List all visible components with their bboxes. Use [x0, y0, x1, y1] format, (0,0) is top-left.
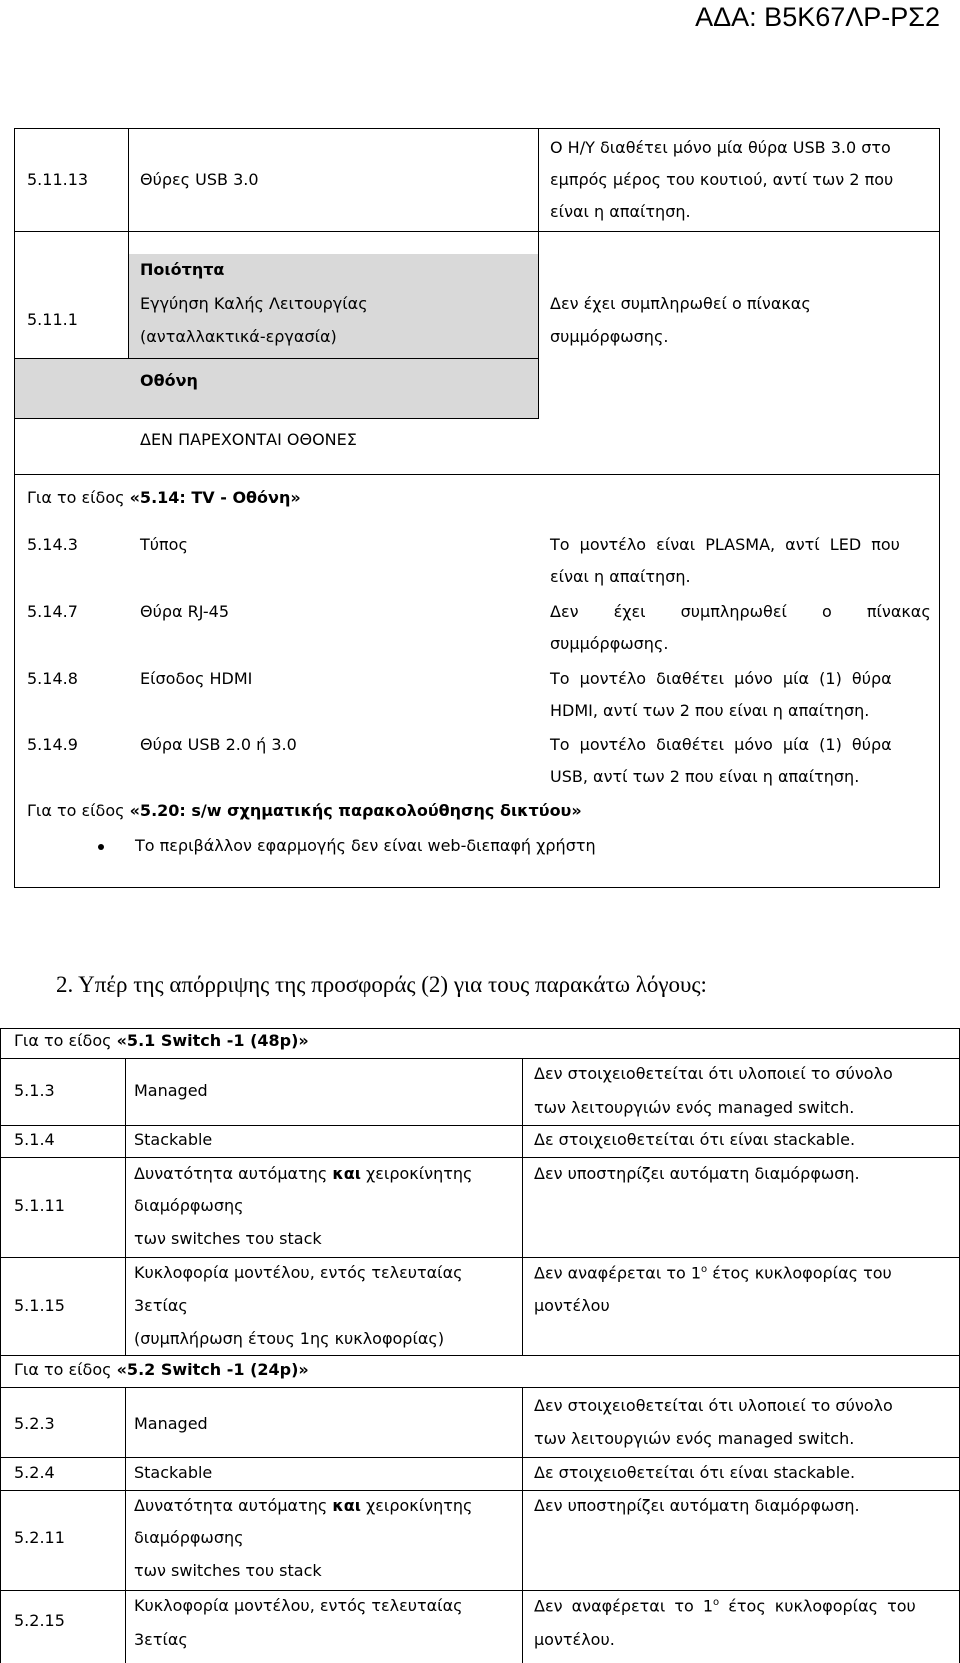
- item-line: [134, 1166, 472, 1182]
- note-line: Δεν στοιχειοθετείται ότι υλοποιεί το σύνολο: [534, 1064, 893, 1083]
- note-line: συμμόρφωσης.: [550, 327, 669, 346]
- code: 5.14.7: [27, 602, 78, 621]
- note-post: έτος κυκλοφορίας του: [707, 1263, 892, 1283]
- note-line: Δε στοιχειοθετείται ότι είναι stackable.: [534, 1130, 856, 1149]
- note-line: Δεν έχει συμπληρωθεί ο πίνακας: [550, 294, 811, 313]
- title-bold: «5.1 Switch -1 (48p)»: [116, 1031, 309, 1050]
- title-bold: «5.2 Switch -1 (24p)»: [116, 1360, 309, 1379]
- note-line: USB, αντί των 2 που είναι η απαίτηση.: [550, 767, 860, 786]
- note-line: των λειτουργιών ενός managed switch.: [534, 1098, 855, 1117]
- note-line: [534, 1265, 892, 1281]
- note-line: Το μοντέλο διαθέτει μόνο μία (1) θύρα: [550, 669, 892, 688]
- code: 5.14.8: [27, 669, 78, 688]
- note-line: HDMI, αντί των 2 που είναι η απαίτηση.: [550, 701, 870, 720]
- note-pre: Δεν αναφέρεται το 1: [534, 1263, 702, 1283]
- item: Stackable: [134, 1463, 213, 1482]
- item-line: 3ετίας: [134, 1296, 188, 1315]
- title-prefix: Για το είδος: [27, 801, 130, 820]
- note-line: είναι η απαίτηση.: [550, 567, 691, 586]
- screen-cell-bg: [15, 358, 538, 418]
- ada-code: ΑΔΑ: Β5Κ67ΛΡ-ΡΣ2: [695, 2, 940, 32]
- code: 5.2.3: [14, 1414, 55, 1433]
- item: Είσοδος HDMI: [140, 669, 253, 688]
- note-line: συμμόρφωσης.: [550, 634, 669, 653]
- code-5-11-13: 5.11.13: [27, 170, 89, 189]
- code: 5.1.3: [14, 1081, 55, 1100]
- note-line: μοντέλου.: [534, 1630, 615, 1649]
- code: 5.1.11: [14, 1196, 65, 1215]
- tv-item-title: [27, 490, 301, 506]
- item-pre: Δυνατότητα αυτόματης: [134, 1496, 333, 1515]
- item-line: (συμπλήρωση έτους 1ης κυκλοφορίας): [134, 1329, 445, 1348]
- item: Managed: [134, 1081, 208, 1100]
- quality-heading: Ποιότητα: [140, 260, 225, 279]
- section-2-heading: 2. Υπέρ της απόρριψης της προσφοράς (2) για τους παρακάτω λόγους:: [56, 972, 707, 997]
- code: 5.14.9: [27, 735, 78, 754]
- screen-heading: Οθόνη: [140, 371, 198, 390]
- item-bold: και: [332, 1496, 361, 1515]
- title-bold: «5.20: s/w σχηματικής παρακολούθησης δικτύου»: [129, 801, 582, 820]
- item-post: χειροκίνητης: [360, 1496, 473, 1515]
- item: Θύρα USB 2.0 ή 3.0: [140, 735, 297, 754]
- code: 5.1.4: [14, 1130, 55, 1149]
- item-bold: και: [332, 1164, 361, 1183]
- item-line: διαμόρφωσης: [134, 1528, 244, 1547]
- note-line: μοντέλου: [534, 1296, 610, 1315]
- title-prefix: Για το είδος: [14, 1031, 117, 1050]
- note-line: Δεν έχει συμπληρωθεί ο πίνακας: [550, 602, 931, 621]
- code-5-11-1: 5.11.1: [27, 310, 78, 329]
- item: Θύρα RJ-45: [140, 602, 230, 621]
- title-bold: «5.14: TV - Οθόνη»: [129, 488, 301, 507]
- group2-title: [14, 1362, 309, 1378]
- item-line: των switches του stack: [134, 1229, 322, 1248]
- item-line: [134, 1498, 472, 1514]
- code: 5.14.3: [27, 535, 78, 554]
- item-line: Κυκλοφορία μοντέλου, εντός τελευταίας: [134, 1263, 463, 1282]
- no-screens-note: ΔΕΝ ΠΑΡΕΧΟΝΤΑΙ ΟΘΟΝΕΣ: [140, 430, 357, 449]
- note-line: εμπρός μέρος του κουτιού, αντί των 2 που: [550, 170, 894, 189]
- sw-bullet-text: Το περιβάλλον εφαρμογής δεν είναι web-διεπαφή χρήστη: [135, 836, 596, 855]
- note-line: [534, 1598, 916, 1614]
- item-line: 3ετίας: [134, 1630, 188, 1649]
- note-line: των λειτουργιών ενός managed switch.: [534, 1429, 855, 1448]
- note-line: Δε στοιχειοθετείται ότι είναι stackable.: [534, 1463, 856, 1482]
- title-prefix: Για το είδος: [14, 1360, 117, 1379]
- note-line: Δεν στοιχειοθετείται ότι υλοποιεί το σύνολο: [534, 1396, 893, 1415]
- item-post: χειροκίνητης: [360, 1164, 473, 1183]
- code: 5.2.4: [14, 1463, 55, 1482]
- item: Managed: [134, 1414, 208, 1433]
- item: Τύπος: [140, 535, 188, 554]
- note-line: Δεν υποστηρίζει αυτόματη διαμόρφωση.: [534, 1496, 860, 1515]
- sw-item-title: [27, 803, 582, 819]
- note-line: Δεν υποστηρίζει αυτόματη διαμόρφωση.: [534, 1164, 860, 1183]
- item-line: Εγγύηση Καλής Λειτουργίας: [140, 294, 368, 313]
- item-usb3-ports: Θύρες USB 3.0: [140, 170, 259, 189]
- code: 5.2.15: [14, 1611, 65, 1630]
- item-line: Κυκλοφορία μοντέλου, εντός τελευταίας: [134, 1596, 463, 1615]
- group1-title: [14, 1033, 309, 1049]
- note-sup: ο: [701, 1264, 708, 1275]
- note-post: έτος κυκλοφορίας του: [719, 1596, 916, 1616]
- code: 5.2.11: [14, 1528, 65, 1547]
- note-line: Το μοντέλο είναι PLASMA, αντί LED που: [550, 535, 900, 554]
- code: 5.1.15: [14, 1296, 65, 1315]
- item-line: των switches του stack: [134, 1561, 322, 1580]
- note-line: είναι η απαίτηση.: [550, 202, 691, 221]
- note-line: Το μοντέλο διαθέτει μόνο μία (1) θύρα: [550, 735, 892, 754]
- item: Stackable: [134, 1130, 213, 1149]
- item-pre: Δυνατότητα αυτόματης: [134, 1164, 333, 1183]
- item-line: διαμόρφωσης: [134, 1196, 244, 1215]
- bullet-icon: [98, 844, 104, 850]
- title-prefix: Για το είδος: [27, 488, 130, 507]
- item-line: (ανταλλακτικά-εργασία): [140, 327, 337, 346]
- note-line: Ο Η/Υ διαθέτει μόνο μία θύρα USB 3.0 στο: [550, 138, 891, 157]
- note-sup: ο: [713, 1597, 720, 1608]
- note-pre: Δεν αναφέρεται το 1: [534, 1596, 714, 1616]
